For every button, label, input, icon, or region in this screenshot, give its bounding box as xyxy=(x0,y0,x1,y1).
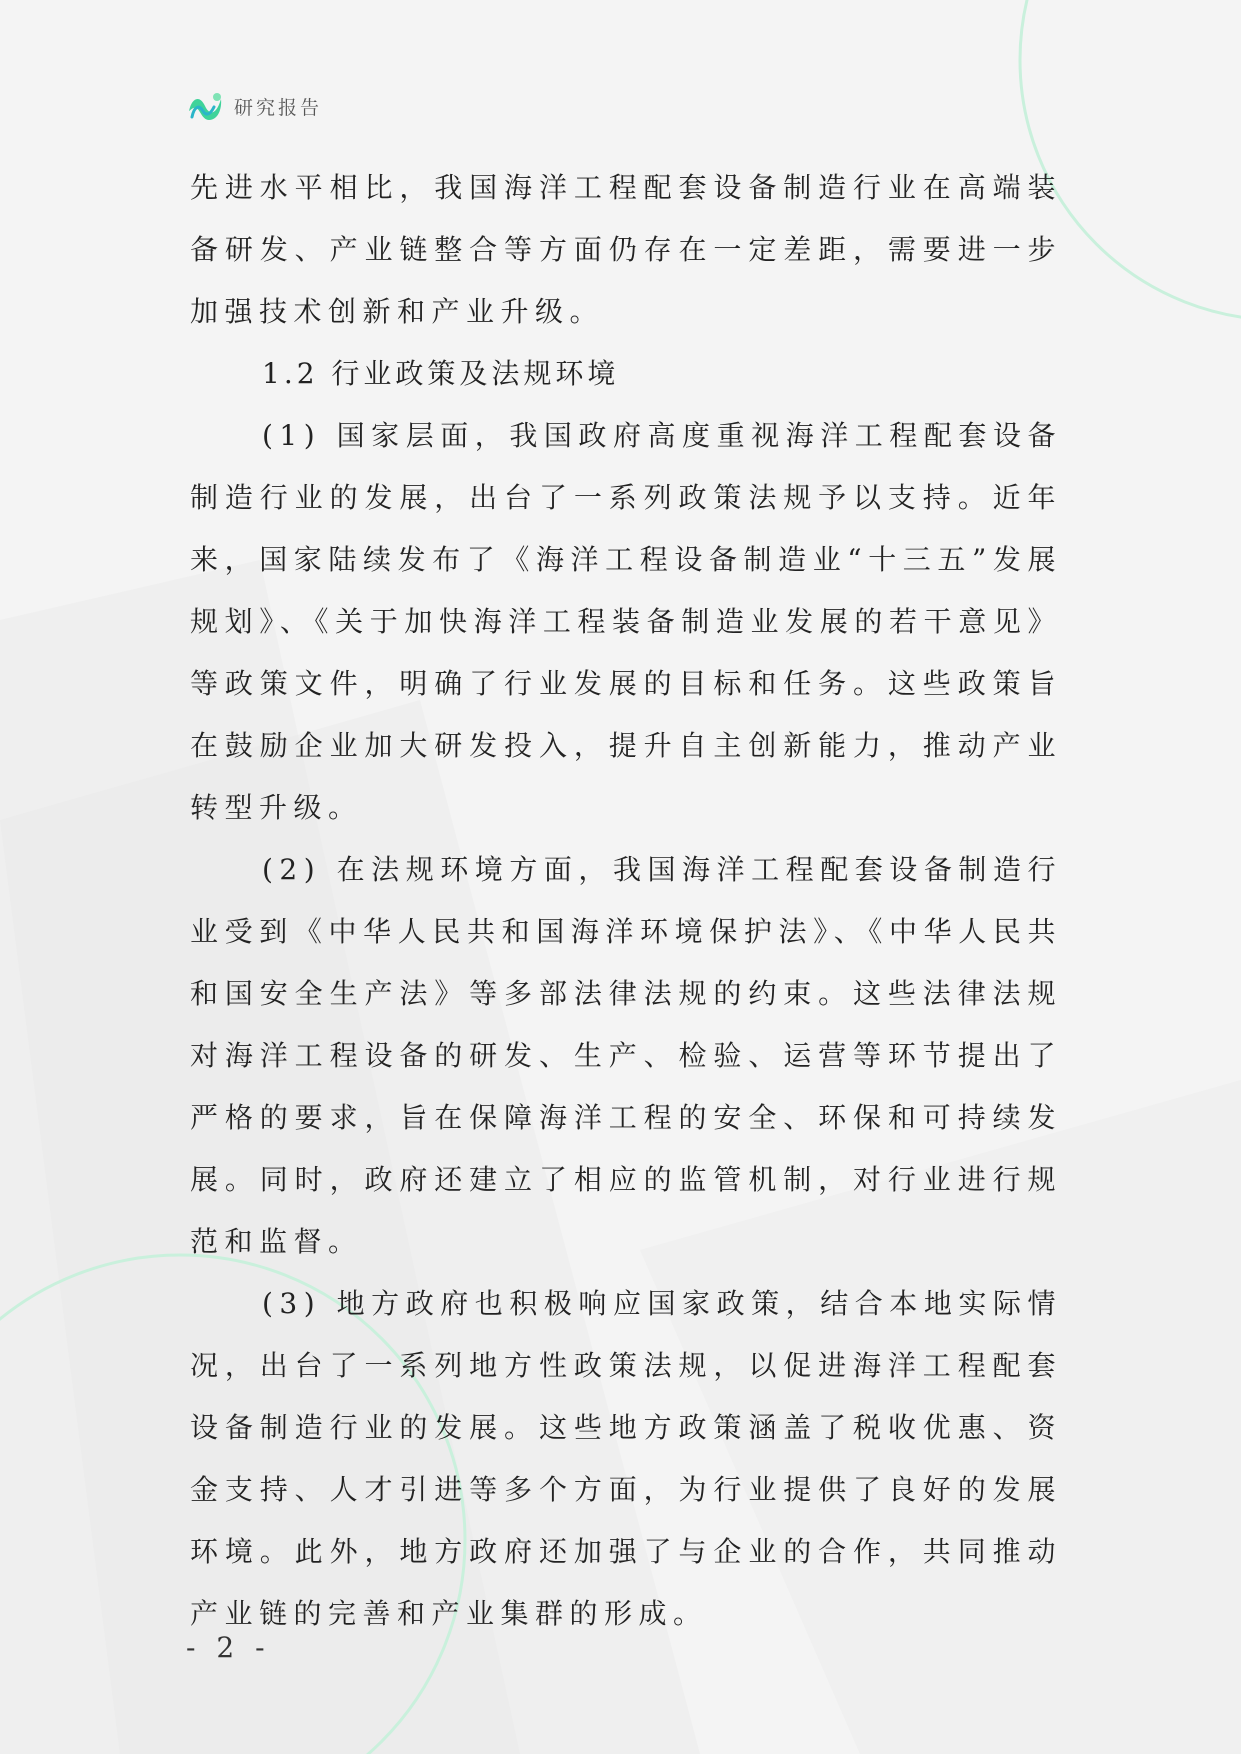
header-title: 研究报告 xyxy=(234,96,323,119)
document-body xyxy=(190,157,1062,1645)
paragraph-continuation: 先进水平相比，我国海洋工程配套设备制造行业在高端装备研发、产业链整合等方面仍存在一定差距，需要进一步加强技术创新和产业升级。 xyxy=(190,171,1062,328)
paragraph-local-policy: (3) 地方政府也积极响应国家政策，结合本地实际情况，出台了一系列地方性政策法规，以促进海洋工程配套设备制造行业的发展。这些地方政策涵盖了税收优惠、资金支持、人才引进等多个方面，为行业提供了良好的发展环境。此外，地方政府还加强了与企业的合作，共同推动产业链的完善和产业集群的形成。 xyxy=(190,1287,1062,1630)
leaf-wave-logo-icon xyxy=(186,89,224,123)
section-heading: 1.2 行业政策及法规环境 xyxy=(262,357,620,390)
paragraph-legal-environment: (2) 在法规环境方面，我国海洋工程配套设备制造行业受到《中华人民共和国海洋环境保护法》、《中华人民共和国安全生产法》等多部法律法规的约束。这些法律法规对海洋工程设备的研发、生产、检验、运营等环节提出了严格的要求，旨在保障海洋工程的安全、环保和可持续发展。同时，政府还建立了相应的监管机制，对行业进行规范和监督。 xyxy=(190,853,1062,1258)
report-header xyxy=(186,88,322,124)
paragraph-national-policy: (1) 国家层面，我国政府高度重视海洋工程配套设备制造行业的发展，出台了一系列政策法规予以支持。近年来，国家陆续发布了《海洋工程设备制造业“十三五”发展规划》、《关于加快海洋工程装备制造业发展的若干意见》等政策文件，明确了行业发展的目标和任务。这些政策旨在鼓励企业加大研发投入，提升自主创新能力，推动产业转型升级。 xyxy=(190,419,1062,824)
page-number: - 2 - xyxy=(186,1631,271,1664)
